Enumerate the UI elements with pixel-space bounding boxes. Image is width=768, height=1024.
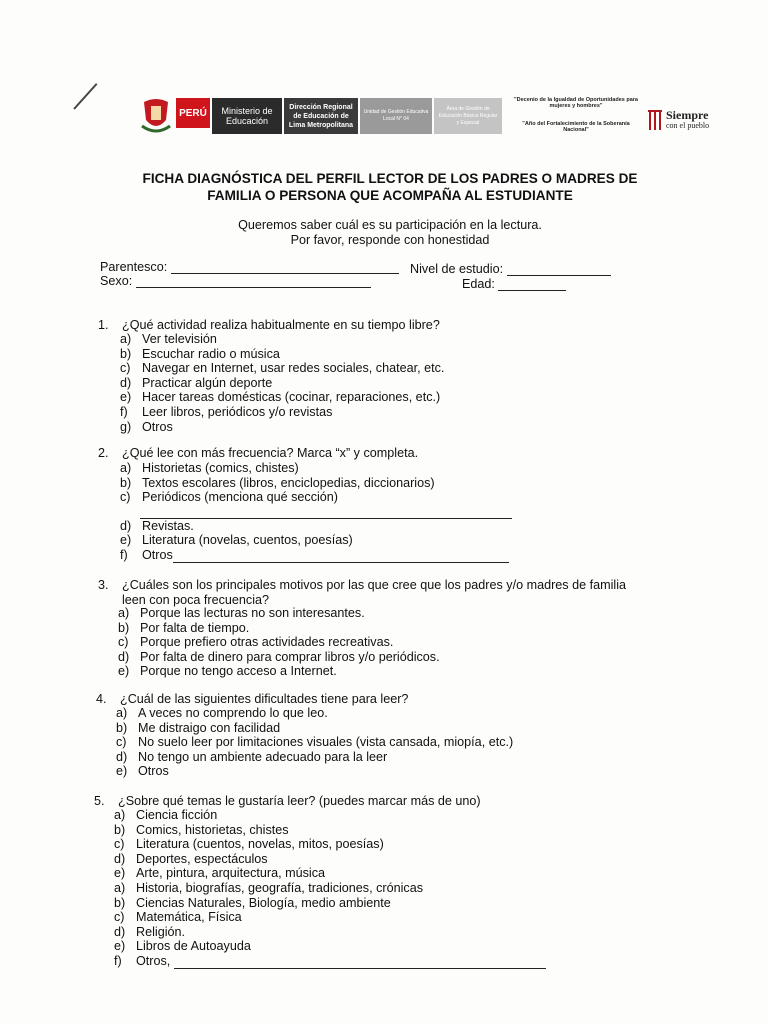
list-item[interactable] [114,837,546,852]
option-text: Literatura (cuentos, novelas, mitos, poesías) [136,837,384,852]
option-text: No tengo un ambiente adecuado para la leer [138,749,388,764]
list-item[interactable] [120,490,512,505]
instructions [150,218,630,248]
question-2 [98,446,418,461]
nivel-blank[interactable] [507,263,611,276]
option-letter: f) [120,547,128,562]
list-item[interactable] [114,939,546,954]
year-quote: "Año del Fortalecimiento de la Soberanía Nacional" [522,121,630,133]
periodicos-blank[interactable] [140,505,512,519]
option-text: Escuchar radio o música [142,346,280,361]
peru-logo: PERÚ [176,98,210,128]
option-text: Otros [142,419,173,434]
option-text: Historietas (comics, chistes) [142,461,299,475]
list-item[interactable] [120,533,512,548]
list-item[interactable] [120,405,444,420]
option-letter: e) [114,866,126,881]
question-number: 5. [94,794,105,808]
option-text: No suelo leer por limitaciones visuales (vista cansada, miopía, etc.) [138,735,514,750]
list-item[interactable] [118,635,440,650]
sexo-field [100,274,371,288]
option-text: Hacer tareas domésticas (cocinar, reparaciones, etc.) [142,390,441,405]
option-letter: a) [114,880,126,895]
option-letter: c) [114,837,125,852]
question-1 [98,318,440,333]
decade-quote: "Decenio de la Igualdad de Oportunidades para mujeres y hombres" [514,97,638,109]
option-text: Libros de Autoayuda [136,939,251,954]
option-text: Deportes, espectáculos [136,851,268,866]
instructions-line-2: Por favor, responde con honestidad [290,233,490,247]
question-number: 4. [96,692,107,706]
dre-logo: Dirección Regional de Educación de Lima Metropolitana [284,98,358,134]
question-2-options [120,461,512,563]
title-line-2: FAMILIA O PERSONA QUE ACOMPAÑA AL ESTUDIANTE [207,188,573,203]
list-item[interactable] [114,910,546,925]
option-letter: b) [118,620,130,635]
option-text: Por falta de dinero para comprar libros y/o periódicos. [140,649,440,664]
option-letter: d) [114,851,126,866]
document-title [100,170,680,204]
list-item[interactable] [120,420,444,435]
list-item[interactable] [116,721,513,736]
list-item[interactable] [120,390,444,405]
siempre-logo-subtext: con el pueblo [666,121,710,130]
option-letter: d) [120,375,132,390]
question-text: ¿Qué lee con más frecuencia? Marca “x” y completa. [122,446,419,460]
option-letter: d) [114,924,126,939]
option-text: Ciencias Naturales, Biología, medio ambiente [136,895,391,910]
option-text: Ver televisión [142,332,217,346]
option-text: Religión. [136,924,186,939]
edad-field [462,277,566,291]
option-text: Otros [138,764,169,779]
option-letter: a) [116,706,128,720]
list-item[interactable] [120,376,444,391]
option-letter: a) [118,606,130,620]
list-item[interactable] [116,750,513,765]
otros-blank[interactable] [173,552,509,563]
list-item[interactable] [118,664,440,679]
option-letter: c) [120,361,131,376]
option-letter: b) [116,720,128,735]
option-text: Periódicos (menciona qué sección) [142,490,339,505]
option-letter: d) [120,518,132,533]
question-text: ¿Cuál de las siguientes dificultades tiene para leer? [120,692,409,706]
parentesco-blank[interactable] [171,261,399,274]
option-text: Porque prefiero otras actividades recreativas. [140,635,394,650]
option-letter: a) [120,332,132,346]
option-text: Porque las lecturas no son interesantes. [140,606,365,620]
edad-label: Edad: [462,277,495,291]
option-letter: e) [116,764,128,779]
option-letter: b) [114,822,126,837]
option-text: Otros, [136,953,171,968]
option-letter: d) [118,649,130,664]
option-text: Literatura (novelas, cuentos, poesías) [142,533,353,548]
list-item[interactable] [114,954,546,969]
list-item[interactable] [118,650,440,665]
option-letter: b) [120,475,132,490]
option-text: Ciencia ficción [136,808,218,822]
list-item[interactable] [120,519,512,534]
siempre-logo-icon [648,108,662,132]
question-text-cont: leen con poca frecuencia? [122,592,270,607]
ministry-logo: Ministerio de Educación [212,98,282,134]
option-text: Navegar en Internet, usar redes sociales, chatear, etc. [142,361,445,376]
question-number: 3. [98,578,109,592]
list-item[interactable] [114,881,546,896]
option-letter: e) [118,664,130,679]
option-letter: e) [114,939,126,954]
question-text: ¿Cuáles son los principales motivos por las que cree que los padres y/o madres de familia [122,578,626,592]
list-item[interactable] [120,548,512,563]
option-text: Historia, biografías, geografía, tradiciones, crónicas [136,880,423,895]
coat-of-arms-icon [140,96,172,134]
option-text: Arte, pintura, arquitectura, música [136,866,325,881]
option-text: Comics, historietas, chistes [136,822,289,837]
list-item[interactable] [114,866,546,881]
option-letter: c) [116,735,127,750]
option-text: Matemática, Física [136,910,242,925]
option-text: Por falta de tiempo. [140,620,250,635]
otros-blank[interactable] [174,958,546,969]
option-text: Porque no tengo acceso a Internet. [140,664,337,679]
sexo-label: Sexo: [100,274,133,288]
list-item[interactable] [120,461,512,476]
pen-stroke [73,83,97,110]
option-letter: b) [120,346,132,361]
sexo-blank[interactable] [136,275,371,288]
option-text: Textos escolares (libros, enciclopedias, diccionarios) [142,475,435,490]
option-letter: e) [120,390,132,405]
edad-blank[interactable] [498,278,566,291]
option-text: A veces no comprendo lo que leo. [138,706,328,720]
option-letter: b) [114,895,126,910]
option-text: Revistas. [142,518,194,533]
question-number: 1. [98,318,109,332]
parentesco-label: Parentesco: [100,260,168,274]
instructions-line-1: Queremos saber cuál es su participación en la lectura. [238,218,542,232]
nivel-label: Nivel de estudio: [410,262,504,276]
option-letter: c) [118,635,129,650]
question-text: ¿Sobre qué temas le gustaría leer? (puedes marcar más de uno) [118,794,481,808]
list-item[interactable] [116,735,513,750]
list-item[interactable] [116,764,513,779]
ugel-logo: Unidad de Gestión Educativa Local N° 04 [360,98,432,134]
list-item[interactable] [118,621,440,636]
question-4-options [116,706,513,779]
option-letter: a) [114,808,126,822]
list-item[interactable] [114,852,546,867]
title-line-1: FICHA DIAGNÓSTICA DEL PERFIL LECTOR DE LOS PADRES O MADRES DE [142,171,638,186]
option-letter: c) [120,490,131,505]
question-1-options [120,332,444,434]
option-letter: a) [120,461,132,475]
question-3-options [118,606,440,679]
list-item[interactable] [120,476,512,491]
option-letter: d) [116,749,128,764]
list-item[interactable] [114,896,546,911]
list-item[interactable] [114,925,546,940]
list-item[interactable] [120,347,444,362]
question-5-options [114,808,546,969]
parentesco-field [100,260,399,274]
area-logo: Área de Gestión de Educación Básica Regular y Especial [434,98,502,134]
option-letter: e) [120,533,132,548]
option-letter: f) [120,404,128,419]
option-letter: f) [114,953,122,968]
list-item[interactable] [118,606,440,621]
list-item[interactable] [114,808,546,823]
question-number: 2. [98,446,109,460]
list-item[interactable] [116,706,513,721]
list-item[interactable] [120,361,444,376]
option-letter: c) [114,910,125,925]
question-5 [94,794,481,809]
option-letter: g) [120,419,132,434]
option-text: Otros [142,547,173,562]
option-text: Leer libros, periódicos y/o revistas [142,404,333,419]
question-3 [98,578,626,607]
option-text: Practicar algún deporte [142,375,273,390]
question-4 [96,692,408,707]
siempre-logo-text: Siempre [666,108,709,122]
question-text: ¿Qué actividad realiza habitualmente en su tiempo libre? [122,318,440,332]
nivel-field [410,262,611,276]
list-item[interactable] [114,823,546,838]
option-text: Me distraigo con facilidad [138,720,281,735]
list-item[interactable] [120,332,444,347]
